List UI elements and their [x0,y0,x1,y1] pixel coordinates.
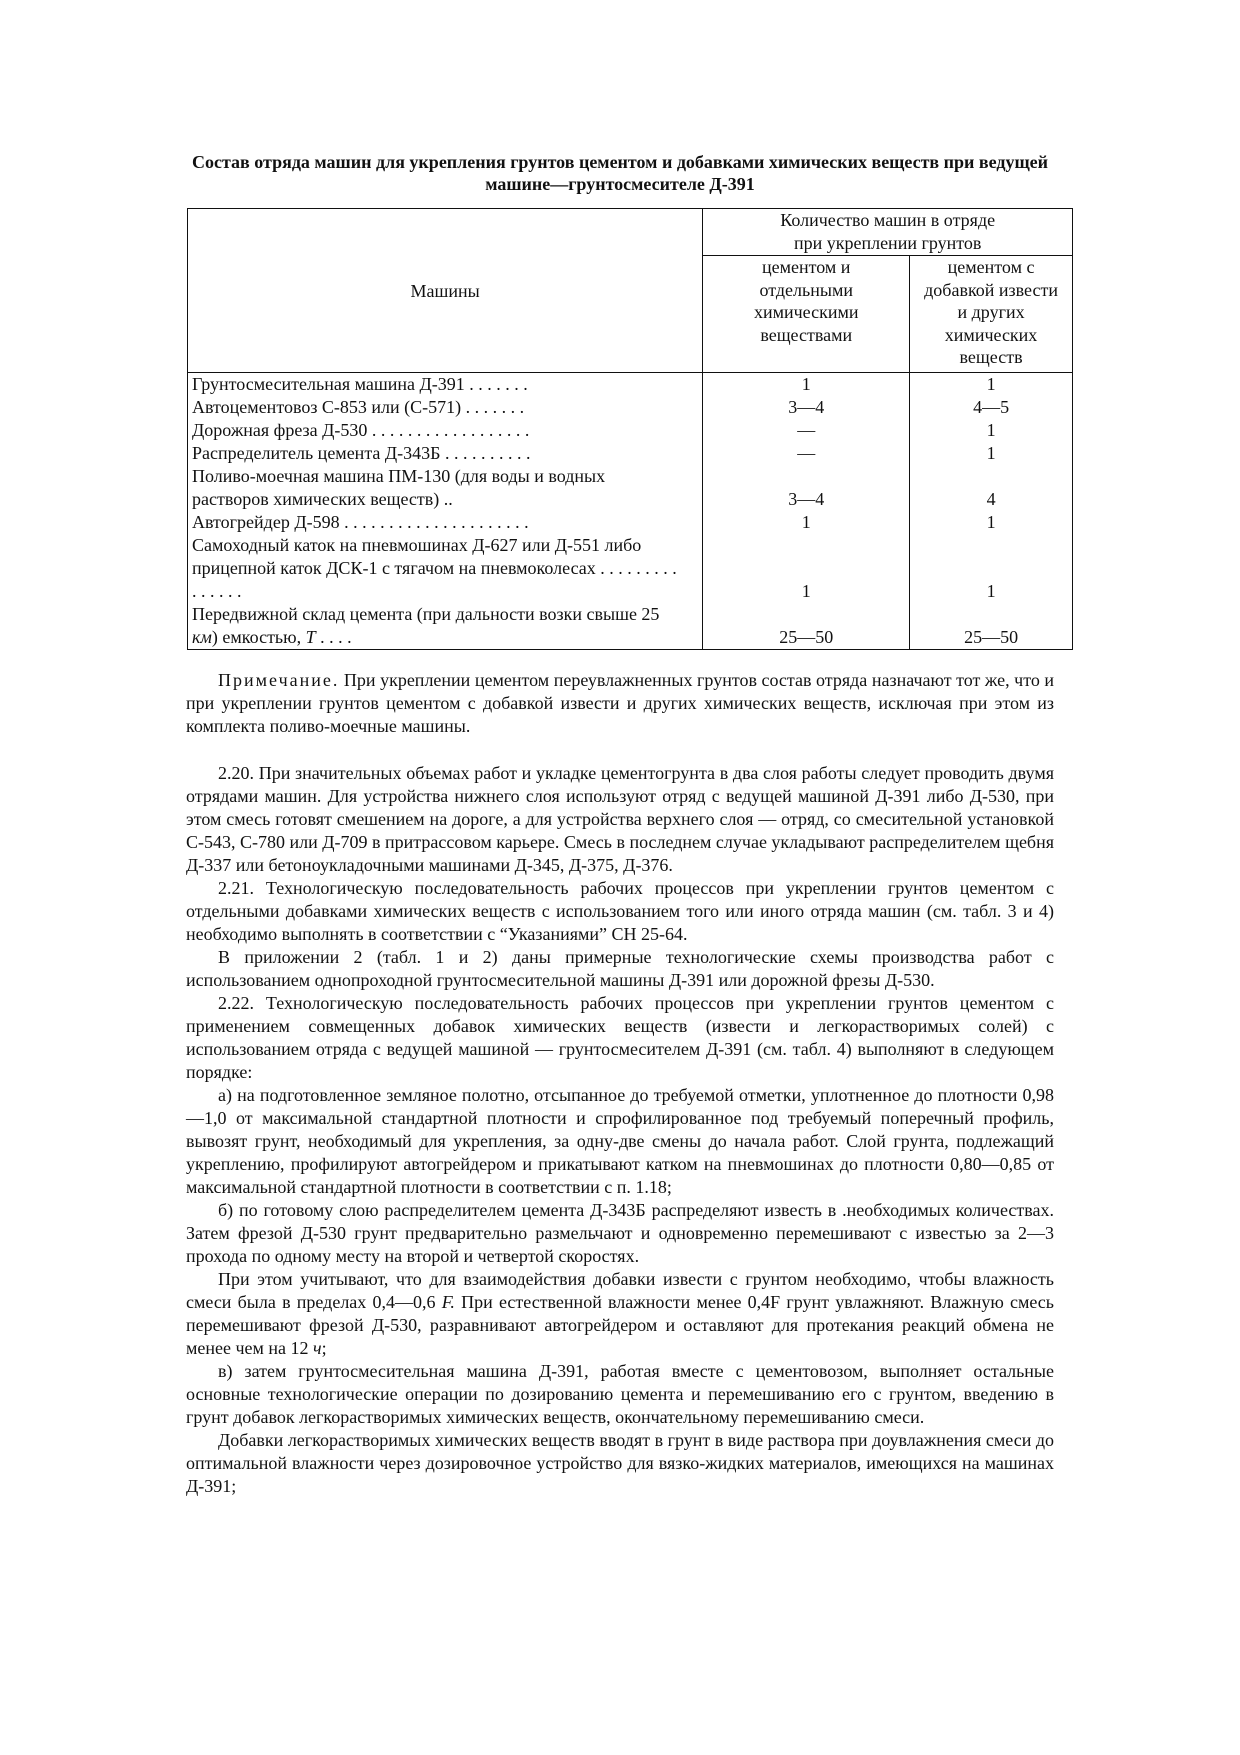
row-machine-name: Распределитель цемента Д-343Б . . . . . . . . . . [188,442,703,465]
row-name-part: Передвижной склад цемента (при дальности возки свыше 25 [192,604,660,624]
symbol-f: F. [441,1292,455,1312]
table-row [188,534,1073,603]
column-header-quantity [703,209,1073,256]
paragraph-2-21: 2.21. Технологическую последовательность рабочих процессов при укреплении грунтов цементом с отдельными добавками химических веществ с использованием того или иного отряда машин (см. табл. 3 и 4) необходимо выполнять в соответствии с “Указаниями” СН 25-64. [186,878,1054,944]
body-text [186,762,1054,1498]
paragraph-2-20: 2.20. При значительных объемах работ и укладке цементогрунта в два слоя работы следует проводить двумя отрядами машин. Для устройства нижнего слоя используют отряд с ведущей машиной Д-391 либо Д-530, при этом смесь готовят смешением на дороге, а для устройства верхнего слоя — отряд, со смесительной установкой С-543, С-780 или Д-709 в притрассовом карьере. Смесь в последнем случае укладывают распределителем щебня Д-337 или бетоноукладочными машинами Д-345, Д-375, Д-376. [186,763,1054,875]
row-machine-name: Самоходный каток на пневмошинах Д-627 или Д-551 либо прицепной каток ДСК-1 с тягачом на пневмоколесах . . . . . . . . . . . . . . . [188,534,703,603]
note-label: Примечание. [218,670,340,690]
unit-km: км [192,627,212,647]
subheader-1-line: веществами [760,324,853,345]
subheader-1-line: цементом и [762,257,851,277]
machines-table [187,208,1073,650]
paragraph-appendix: В приложении 2 (табл. 1 и 2) даны примерные технологические схемы производства работ с использованием однопроходной грунтосмесительной машины Д-391 или дорожной фрезы Д-530. [186,947,1054,990]
row-count-cement: 1 [703,511,910,534]
subheader-2-line: веществ [959,347,1023,367]
column-header-cement-separate [703,256,910,373]
table-row [188,396,1073,419]
quantity-header-line-1: Количество машин в отряде [780,210,996,230]
subheader-1-line: отдельными [759,279,853,300]
table-row [188,511,1073,534]
unit-hours: ч [313,1338,322,1358]
row-machine-name: Автогрейдер Д-598 . . . . . . . . . . . . . . . . . . . . . [188,511,703,534]
paragraph-part: При естественной влажности менее 0,4F грунт увлажняют. Влажную смесь перемешивают фрезой Д-530, разравнивают автогрейдером и оставляют для протекания реакций обмена не менее чем на 12 [186,1292,1054,1358]
row-count-lime: 25—50 [910,603,1073,650]
row-name-part: ) емкостью, [211,627,306,647]
table-row [188,603,1073,650]
row-machine-name: Грунтосмесительная машина Д-391 . . . . . . . [188,373,703,397]
row-count-lime: 1 [910,419,1073,442]
paragraph-humidity [186,1268,1054,1360]
paragraph-part: При этом учитывают, что для взаимодействия добавки извести с грунтом необходимо, чтобы влажность смеси была в пределах 0,4—0,6 [186,1269,1054,1312]
row-name-part: . . . . [315,627,352,647]
paragraph-v: в) затем грунтосмесительная машина Д-391, работая вместе с цементовозом, выполняет остальные основные технологические операции по дозированию цемента и перемешиванию его с грунтом, введению в грунт добавок легкорастворимых химических веществ, окончательному перемешиванию смеси. [186,1361,1054,1427]
row-count-cement: 1 [703,373,910,397]
column-header-cement-lime [910,256,1073,373]
row-count-cement: 1 [703,534,910,603]
paragraph-a: а) на подготовленное земляное полотно, отсыпанное до требуемой отметки, уплотненное до плотности 0,98—1,0 от максимальной стандартной плотности и спрофилированное под требуемый поперечный профиль, вывозят грунт, необходимый для укрепления, за одну-две смены до начала работ. Слой грунта, подлежащий укреплению, профилируют автогрейдером и прикатывают катком на пневмошинах до плотности 0,80—0,85 от максимальной стандартной плотности в соответствии с п. 1.18; [186,1085,1054,1197]
table-row [188,465,1073,511]
row-machine-name: Поливо-моечная машина ПМ-130 (для воды и водных растворов химических веществ) .. [188,465,703,511]
subheader-2-line: и других [957,302,1025,322]
row-count-lime: 4 [910,465,1073,511]
row-count-cement: 25—50 [703,603,910,650]
row-count-cement: — [703,442,910,465]
row-machine-name: Автоцементовоз С-853 или (С-571) . . . . . . . [188,396,703,419]
table-row [188,373,1073,397]
table-row [188,442,1073,465]
paragraph-2-22: 2.22. Технологическую последовательность рабочих процессов при укреплении грунтов цементом с применением совмещенных добавок химических веществ (извести и легкорастворимых солей) с использованием отряда с ведущей машиной — грунтосмесителем Д-391 (см. табл. 4) выполняют в следующем порядке: [186,993,1054,1082]
row-count-lime: 1 [910,373,1073,397]
row-count-lime: 4—5 [910,396,1073,419]
paragraph-part: ; [321,1338,327,1358]
row-count-cement: — [703,419,910,442]
subheader-2-line: добавкой извести [924,279,1058,300]
table-title: Состав отряда машин для укрепления грунтов цементом и добавками химических веществ при ведущей машине—грунтосмесителе Д-391 [191,152,1049,194]
row-count-lime: 1 [910,442,1073,465]
row-count-lime: 1 [910,534,1073,603]
row-count-lime: 1 [910,511,1073,534]
column-header-machines [188,209,703,373]
table-note [186,669,1054,738]
row-count-cement: 3—4 [703,465,910,511]
paragraph-additives: Добавки легкорастворимых химических веществ вводят в грунт в виде раствора при доувлажнения смеси до оптимальной влажности через дозировочное устройство для вязко-жидких материалов, имеющихся на машинах Д-391; [186,1430,1054,1496]
subheader-2-line: цементом с [947,257,1035,277]
row-count-cement: 3—4 [703,396,910,419]
column-header-machines-label: Машины [410,280,480,301]
row-machine-name [188,603,703,650]
table-row [188,419,1073,442]
unit-t: Т [305,627,316,647]
subheader-1-line: химическими [753,302,859,322]
quantity-header-line-2: при укреплении грунтов [793,233,982,253]
row-machine-name: Дорожная фреза Д-530 . . . . . . . . . . . . . . . . . . [188,419,703,442]
note-text: При укреплении цементом переувлажненных грунтов состав отряда назначают тот же, что и при укреплении грунтов цементом с добавкой извести и других химических веществ, исключая при этом из комплекта поливо-моечные машины. [186,670,1054,736]
paragraph-b: б) по готовому слою распределителем цемента Д-343Б распределяют известь в .необходимых количествах. Затем фрезой Д-530 грунт предварительно размельчают и одновременно перемешивают с известью за 2—3 прохода по одному месту на второй и четвертой скоростях. [186,1200,1054,1266]
subheader-2-line: химических [944,324,1038,345]
